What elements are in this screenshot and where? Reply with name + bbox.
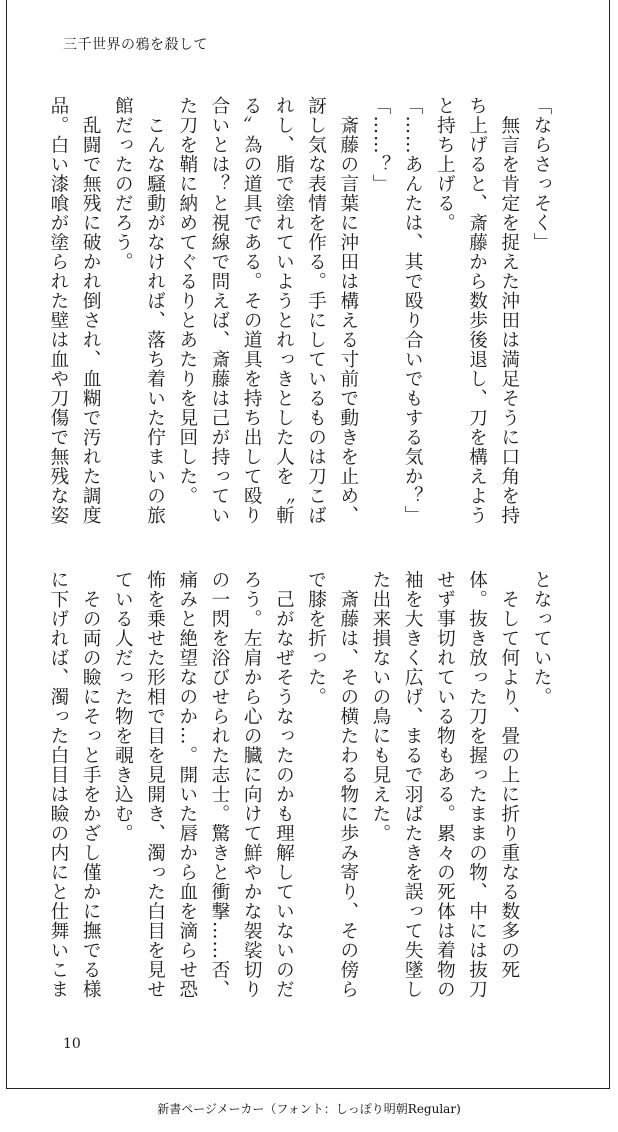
paragraph: 斎藤の言葉に沖田は構える寸前で動きを止め、訝し気な表情を作る。手にしているものは刀こばれし、脂で塗れていようとれっきとした人を〝斬る〟為の道具である。その道具を持ち出して殴り合いとは？と視線で問えば、斎藤は己が持っていた刀を鞘に納めてぐるりとあたりを見回した。 [176, 96, 359, 525]
paragraph: 乱闘で無残に破かれ倒され、血糊で汚れた調度品。白い漆喰が塗られた壁は血や刀傷で無残な姿 [47, 96, 102, 525]
footer-caption: 新書ページメーカー（フォント：しっぽり明朝Regular) [157, 1102, 461, 1116]
text-column-bottom [47, 570, 557, 1000]
paragraph: 斎藤は、その横たわる物に歩み寄り、その傍らで膝を折った。 [305, 570, 359, 999]
paragraph: となっていた。 [531, 570, 552, 707]
paragraph: そして何より、畳の上に折り重なる数多の死体。抜き放った刀を握ったままの物、中には抜刀せず事切れている物もある。累々の死体は着物の袖を大きく広げ、まるで羽ばたきを誤って失墜した出来損ないの鳥にも見えた。 [369, 570, 520, 999]
running-head: 三千世界の鴉を殺して [63, 37, 208, 53]
paragraph: 無言を肯定を捉えた沖田は満足そうに口角を持ち上げると、斎藤から数歩後退し、刀を構えようと持ち上げる。 [434, 96, 520, 525]
paragraph: その両の瞼にそっと手をかざし僅かに撫でる様に下げれば、濁った白目は瞼の内にと仕舞いこま [47, 570, 102, 999]
book-page [6, 0, 610, 1089]
paragraph: 「ならさっそく」 [531, 96, 552, 252]
paragraph: 「……？」 [369, 96, 391, 194]
paragraph: こんな騒動がなければ、落ち着いた佇まいの旅館だったのだろう。 [112, 96, 166, 525]
paragraph: 己がなぜそうなったのかも理解していないのだろう。左肩から心の臓に向けて鮮やかな袈裟切りの一閃を浴びせられた志士。驚きと衝撃……否、痛みと絶望なのか…。開いた唇から血を滴らせ恐怖を乗せた形相で目を見開き、濁った白目を見せている人だった物を覗き込む。 [112, 570, 295, 999]
text-column-top [47, 96, 557, 526]
page-number: 10 [63, 1036, 81, 1052]
body-text [47, 96, 557, 1001]
paragraph: 「……あんたは、其で殴り合いでもする気か？」 [402, 96, 424, 525]
